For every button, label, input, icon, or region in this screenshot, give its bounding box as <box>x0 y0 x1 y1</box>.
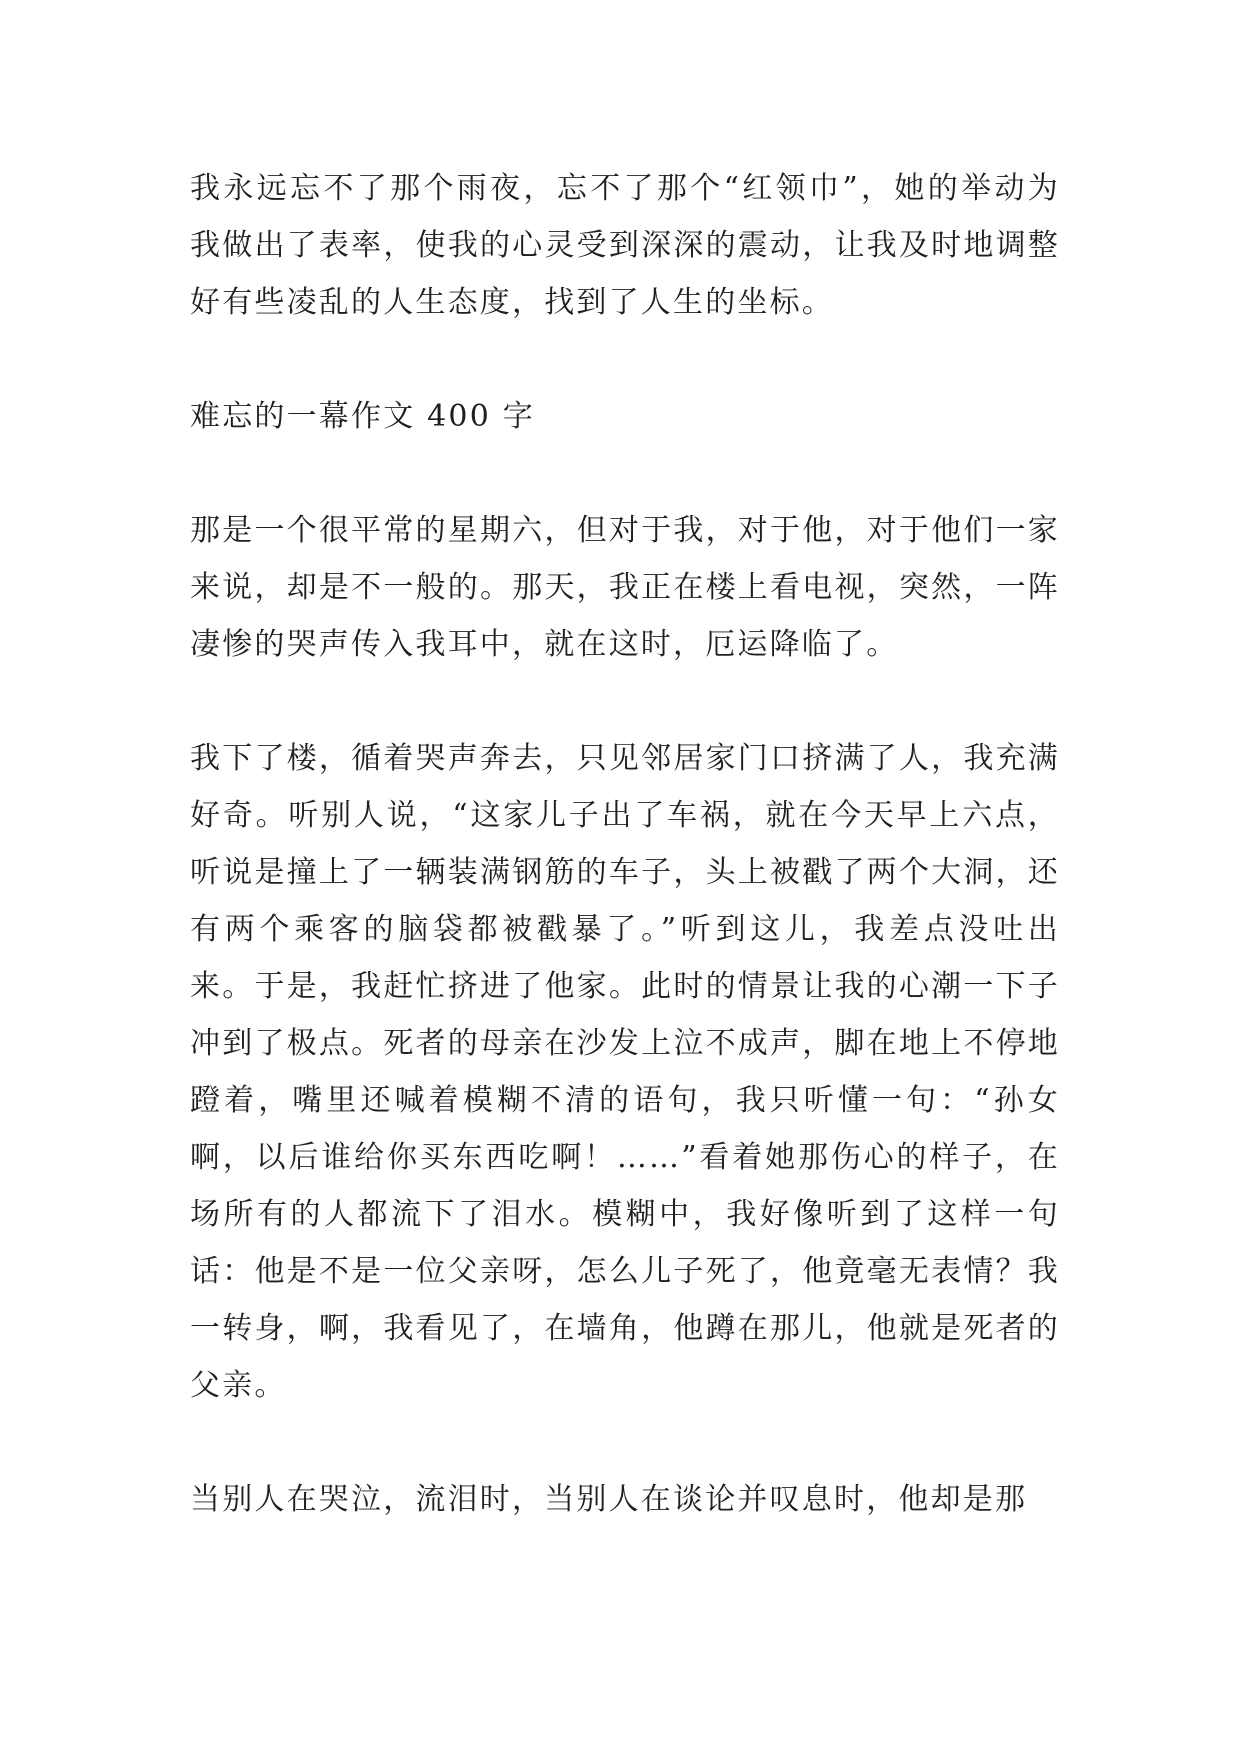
paragraph-father: 当别人在哭泣，流泪时，当别人在谈论并叹息时，他却是那 <box>190 1482 1028 1517</box>
paragraph-spacer <box>190 673 1060 730</box>
paragraph-spacer <box>190 445 1060 502</box>
paragraph-red-scarf-conclusion: 我永远忘不了那个雨夜，忘不了那个“红领巾”，她的举动为我做出了表率，使我的心灵受到深深的震动，让我及时地调整好有些凌乱的人生态度，找到了人生的坐标。 <box>190 171 1060 320</box>
essay-heading: 难忘的一幕作文 400 字 <box>190 399 535 434</box>
paragraph-spacer <box>190 331 1060 388</box>
paragraph-saturday: 那是一个很平常的星期六，但对于我，对于他，对于他们一家来说，却是不一般的。那天，我正在楼上看电视，突然，一阵凄惨的哭声传入我耳中，就在这时，厄运降临了。 <box>190 513 1060 662</box>
document-body <box>190 160 1060 1528</box>
paragraph-spacer <box>190 1414 1060 1471</box>
paragraph-accident-scene: 我下了楼，循着哭声奔去，只见邻居家门口挤满了人，我充满好奇。听别人说，“这家儿子出了车祸，就在今天早上六点，听说是撞上了一辆装满钢筋的车子，头上被戳了两个大洞，还有两个乘客的脑袋都被戳暴了。”听到这儿，我差点没吐出来。于是，我赶忙挤进了他家。此时的情景让我的心潮一下子冲到了极点。死者的母亲在沙发上泣不成声，脚在地上不停地蹬着，嘴里还喊着模糊不清的语句，我只听懂一句：“孙女啊，以后谁给你买东西吃啊！……”看着她那伤心的样子，在场所有的人都流下了泪水。模糊中，我好像听到了这样一句话：他是不是一位父亲呀，怎么儿子死了，他竟毫无表情？我一转身，啊，我看见了，在墙角，他蹲在那儿，他就是死者的父亲。 <box>190 741 1060 1403</box>
